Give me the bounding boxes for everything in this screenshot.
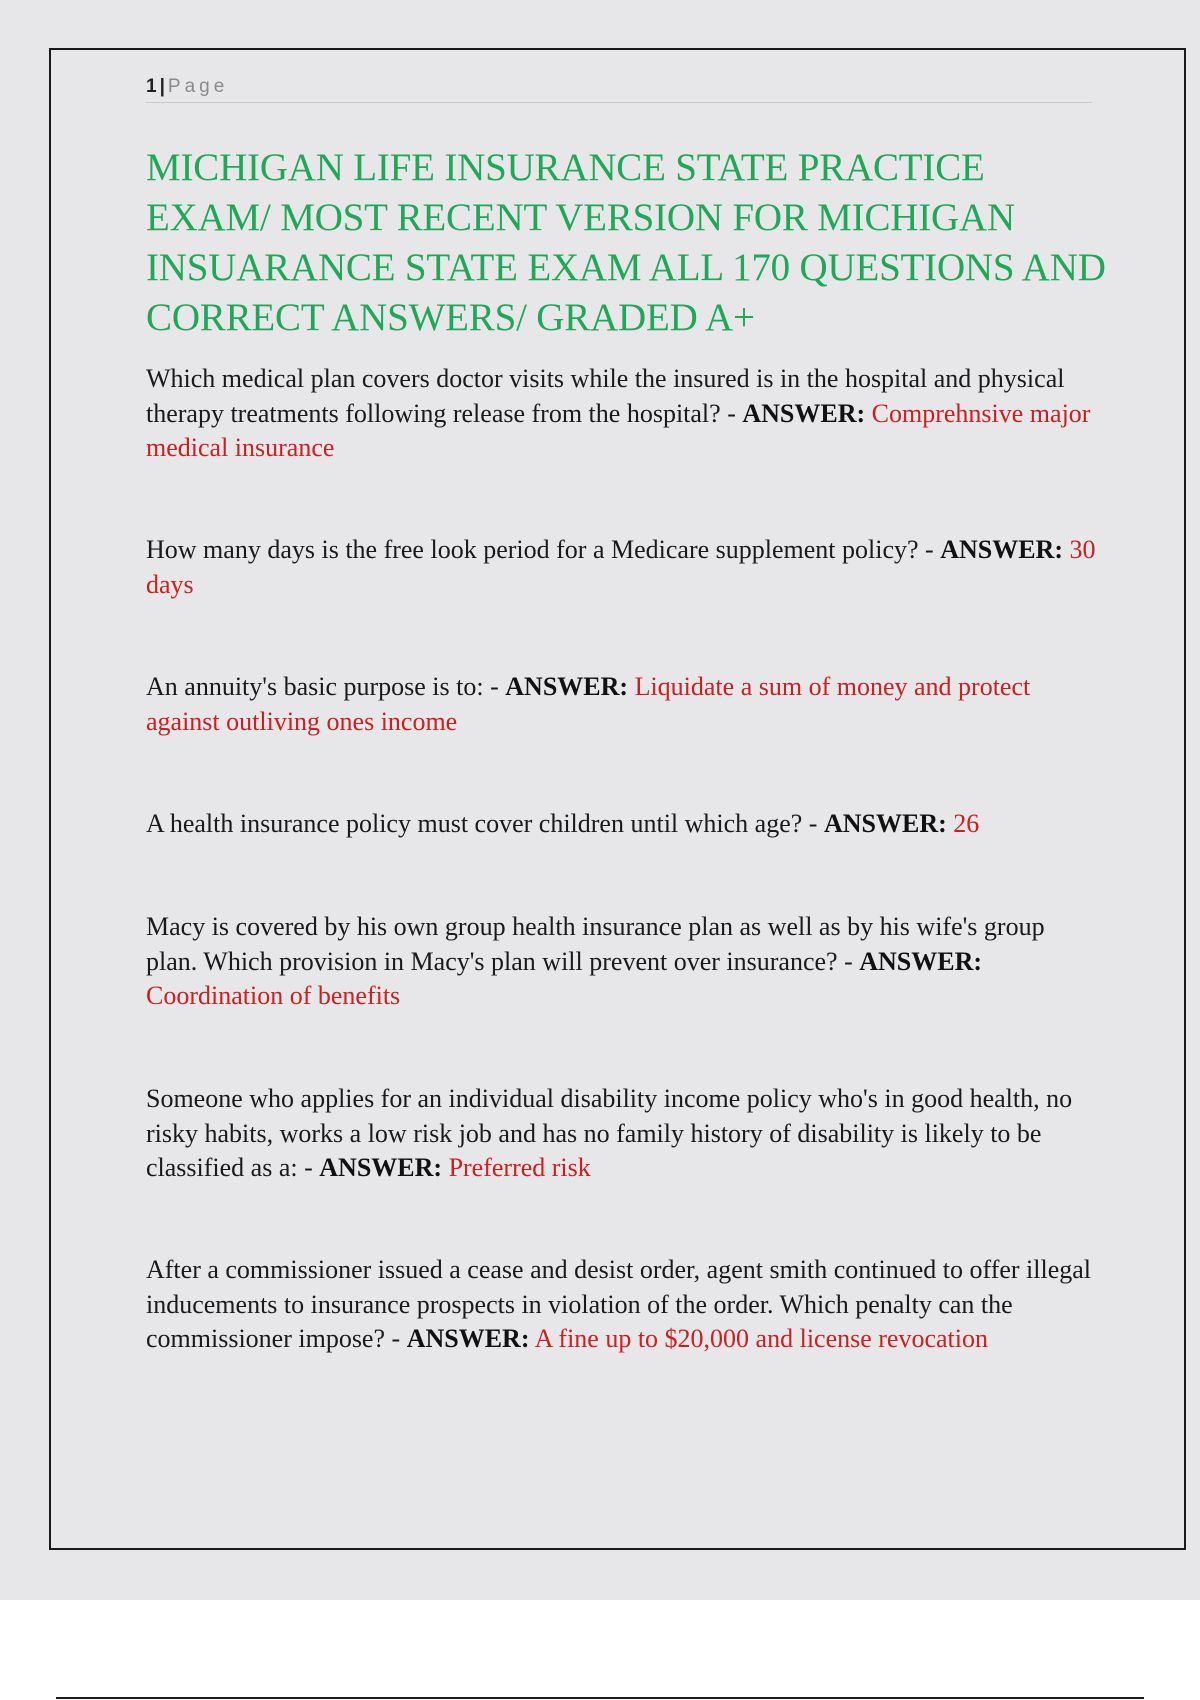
page-number: 1	[146, 76, 157, 97]
page-header	[146, 74, 1092, 103]
answer-label: ANSWER:	[823, 809, 947, 838]
qa-item	[146, 670, 1096, 739]
answer-text: Preferred risk	[448, 1153, 591, 1182]
answer-label: ANSWER:	[940, 535, 1063, 564]
bottom-divider	[56, 1697, 1144, 1699]
qa-item	[146, 533, 1096, 602]
answer-text: A fine up to $20,000 and license revocation	[534, 1324, 989, 1353]
question-text: Macy is covered by his own group health insurance plan as well as by his wife's group plan. Which provision in Macy's plan will prevent over insurance? -	[146, 912, 1045, 976]
answer-text: Coordination of benefits	[146, 981, 401, 1010]
qa-item	[146, 362, 1096, 466]
page-label: Page	[167, 76, 229, 97]
document-title: MICHIGAN LIFE INSURANCE STATE PRACTICE EXAM/ MOST RECENT VERSION FOR MICHIGAN INSUARANCE STATE EXAM ALL 170 QUESTIONS AND CORRECT ANSWERS/ GRADED A+	[146, 146, 1106, 339]
qa-item	[146, 807, 1096, 842]
answer-text: Liquidate a sum of money and protect against outliving ones income	[146, 672, 1031, 736]
answer-label: ANSWER:	[505, 672, 629, 701]
question-text: An annuity's basic purpose is to: -	[146, 672, 506, 701]
answer-text: 30 days	[146, 535, 1096, 599]
answer-label: ANSWER:	[319, 1153, 443, 1182]
question-text: A health insurance policy must cover children until which age? -	[146, 809, 824, 838]
qa-item	[146, 1253, 1096, 1357]
question-text: Which medical plan covers doctor visits while the insured is in the hospital and physical therapy treatments following release from the hospital? -	[146, 364, 1065, 428]
question-text: How many days is the free look period for a Medicare supplement policy? -	[146, 535, 941, 564]
answer-text: 26	[953, 809, 980, 838]
page-separator: |	[159, 76, 165, 97]
answer-label: ANSWER:	[406, 1324, 530, 1353]
question-text: Someone who applies for an individual disability income policy who's in good health, no risky habits, works a low risk job and has no family history of disability is likely to be classified as a: -	[146, 1084, 1073, 1182]
answer-label: ANSWER:	[742, 398, 866, 428]
answer-text: Comprehnsive major medical insurance	[146, 398, 1091, 462]
qa-item	[146, 910, 1096, 1014]
question-text: After a commissioner issued a cease and desist order, agent smith continued to offer illegal inducements to insurance prospects in violation of the order. Which penalty can the commissioner impose? -	[146, 1255, 1092, 1353]
answer-label: ANSWER:	[859, 946, 983, 976]
qa-item	[146, 1082, 1096, 1186]
